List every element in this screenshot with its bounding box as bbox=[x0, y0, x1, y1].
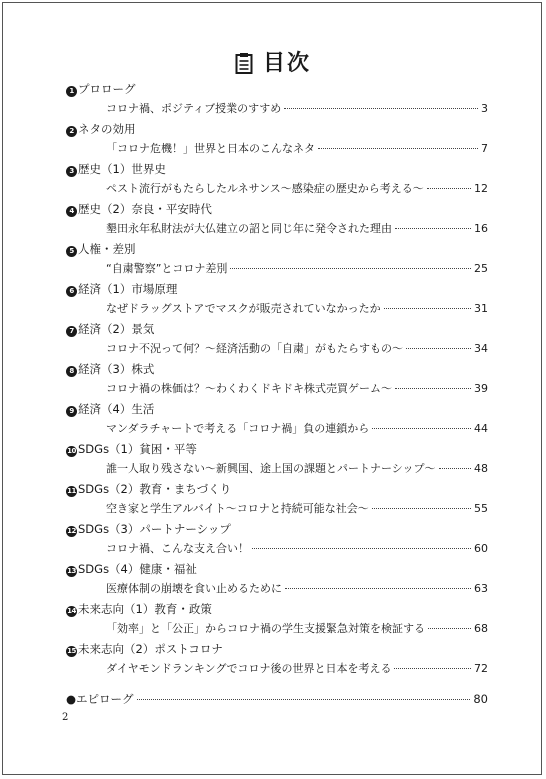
toc-chapter bbox=[66, 520, 488, 560]
chapter-heading bbox=[66, 120, 136, 138]
toc-chapter bbox=[66, 280, 488, 320]
chapter-number-badge: 3 bbox=[66, 166, 77, 177]
epilogue-label: エピローグ bbox=[76, 692, 134, 706]
entry-page: 31 bbox=[474, 302, 488, 315]
entry-title: “自粛警察”とコロナ差別 bbox=[106, 262, 228, 275]
chapter-number-badge: 14 bbox=[67, 607, 76, 615]
toc-chapter bbox=[66, 320, 488, 360]
epilogue-bullet: ● bbox=[66, 692, 77, 706]
entry-title: ダイヤモンドランキングでコロナ後の世界と日本を考える bbox=[106, 662, 392, 675]
chapter-title: 未来志向（1）教育・政策 bbox=[78, 602, 212, 616]
chapter-number-badge: 8 bbox=[66, 366, 77, 377]
chapter-heading bbox=[66, 560, 197, 578]
toc-entry[interactable] bbox=[106, 580, 488, 598]
table-of-contents bbox=[66, 80, 488, 706]
toc-entry[interactable] bbox=[106, 100, 488, 118]
title-text: 目次 bbox=[262, 51, 311, 76]
entry-page: 55 bbox=[474, 502, 488, 515]
chapter-number-badge: 1 bbox=[66, 86, 77, 97]
chapter-title: 人権・差別 bbox=[78, 242, 136, 256]
dot-leader bbox=[284, 108, 478, 109]
chapter-title: SDGs（3）パートナーシップ bbox=[78, 522, 231, 536]
toc-chapter bbox=[66, 600, 488, 640]
chapter-title: プロローグ bbox=[78, 82, 136, 96]
chapter-number-badge: 12 bbox=[67, 527, 76, 535]
chapter-number-badge: 10 bbox=[67, 447, 76, 455]
chapter-title: ネタの効用 bbox=[78, 122, 136, 136]
toc-chapter bbox=[66, 240, 488, 280]
chapter-number-badge: 13 bbox=[67, 567, 76, 575]
toc-entry[interactable] bbox=[106, 660, 488, 678]
chapter-heading bbox=[66, 480, 231, 498]
chapter-heading bbox=[66, 360, 154, 378]
dot-leader bbox=[439, 468, 471, 469]
chapter-title: 経済（4）生活 bbox=[78, 402, 155, 416]
toc-entry[interactable] bbox=[106, 340, 488, 358]
chapter-heading bbox=[66, 280, 177, 298]
entry-title: コロナ不況って何？～経済活動の「自粛」がもたらすもの～ bbox=[106, 342, 403, 355]
entry-title: 「コロナ危機！」世界と日本のこんなネタ bbox=[106, 142, 315, 155]
chapter-heading bbox=[66, 440, 197, 458]
chapter-heading bbox=[66, 520, 231, 538]
dot-leader bbox=[427, 188, 471, 189]
toc-entry[interactable] bbox=[106, 540, 488, 558]
entry-title: なぜドラッグストアでマスクが販売されていなかったか bbox=[106, 302, 381, 315]
page-number: 2 bbox=[62, 712, 69, 723]
clipboard-icon bbox=[235, 52, 253, 80]
entry-title: マンダラチャートで考える「コロナ禍」負の連鎖から bbox=[106, 422, 370, 435]
dot-leader bbox=[230, 268, 471, 269]
toc-title bbox=[0, 46, 546, 80]
dot-leader bbox=[395, 228, 471, 229]
entry-page: 16 bbox=[474, 222, 488, 235]
chapter-title: SDGs（4）健康・福祉 bbox=[78, 562, 197, 576]
toc-chapter bbox=[66, 160, 488, 200]
toc-chapter bbox=[66, 80, 488, 120]
chapter-heading bbox=[66, 160, 166, 178]
dot-leader bbox=[384, 308, 471, 309]
entry-page: 34 bbox=[474, 342, 488, 355]
toc-chapter bbox=[66, 440, 488, 480]
dot-leader bbox=[252, 548, 471, 549]
entry-title: コロナ禍の株価は？～わくわくドキドキ株式売買ゲーム～ bbox=[106, 382, 392, 395]
toc-entry[interactable] bbox=[106, 420, 488, 438]
chapter-heading bbox=[66, 400, 154, 418]
dot-leader bbox=[318, 148, 478, 149]
chapter-number-badge: 9 bbox=[66, 406, 77, 417]
chapter-title: 経済（1）市場原理 bbox=[78, 282, 178, 296]
chapter-number-badge: 11 bbox=[67, 487, 76, 495]
chapter-number-badge: 15 bbox=[67, 647, 76, 655]
entry-page: 60 bbox=[474, 542, 488, 555]
toc-entry[interactable] bbox=[106, 180, 488, 198]
dot-leader bbox=[428, 628, 471, 629]
chapter-title: 経済（2）景気 bbox=[78, 322, 155, 336]
toc-chapter bbox=[66, 120, 488, 160]
chapter-number-badge: 5 bbox=[66, 246, 77, 257]
entry-page: 44 bbox=[474, 422, 488, 435]
epilogue-entry[interactable] bbox=[66, 690, 488, 708]
entry-title: コロナ禍、ポジティブ授業のすすめ bbox=[106, 102, 282, 115]
entry-page: 39 bbox=[474, 382, 488, 395]
dot-leader bbox=[372, 508, 471, 509]
toc-entry[interactable] bbox=[106, 300, 488, 318]
entry-page: 7 bbox=[481, 142, 488, 155]
chapter-heading bbox=[66, 600, 212, 618]
toc-entry[interactable] bbox=[106, 460, 488, 478]
entry-title: 医療体制の崩壊を食い止めるために bbox=[106, 582, 282, 595]
chapter-title: 未来志向（2）ポストコロナ bbox=[78, 642, 223, 656]
chapter-title: 歴史（1）世界史 bbox=[78, 162, 166, 176]
toc-entry[interactable] bbox=[106, 500, 488, 518]
chapter-heading bbox=[66, 240, 136, 258]
chapter-heading bbox=[66, 80, 136, 98]
chapter-heading bbox=[66, 320, 154, 338]
toc-chapter bbox=[66, 200, 488, 240]
entry-page: 25 bbox=[474, 262, 488, 275]
chapter-number-badge: 4 bbox=[66, 206, 77, 217]
entry-title: 空き家と学生アルバイト～コロナと持続可能な社会～ bbox=[106, 502, 369, 515]
chapter-title: SDGs（1）貧困・平等 bbox=[78, 442, 197, 456]
toc-chapter bbox=[66, 640, 488, 680]
toc-entry[interactable] bbox=[106, 220, 488, 238]
dot-leader bbox=[394, 668, 471, 669]
entry-page: 3 bbox=[481, 102, 488, 115]
chapter-title: SDGs（2）教育・まちづくり bbox=[78, 482, 232, 496]
toc-entry[interactable] bbox=[106, 140, 488, 158]
toc-chapter bbox=[66, 560, 488, 600]
chapter-title: 歴史（2）奈良・平安時代 bbox=[78, 202, 212, 216]
toc-entry[interactable] bbox=[106, 620, 488, 638]
dot-leader bbox=[285, 588, 471, 589]
toc-entry[interactable] bbox=[106, 380, 488, 398]
toc-chapter bbox=[66, 480, 488, 520]
chapter-number-badge: 2 bbox=[66, 126, 77, 137]
entry-page: 68 bbox=[474, 622, 488, 635]
entry-title: 誰一人取り残さない～新興国、途上国の課題とパートナーシップ～ bbox=[106, 462, 436, 475]
entry-title: ペスト流行がもたらしたルネサンス～感染症の歴史から考える～ bbox=[106, 182, 424, 195]
entry-page: 72 bbox=[474, 662, 488, 675]
toc-chapter bbox=[66, 360, 488, 400]
dot-leader bbox=[406, 348, 471, 349]
entry-title: コロナ禍、こんな支え合い！ bbox=[106, 542, 249, 555]
entry-title: 墾田永年私財法が大仏建立の詔と同じ年に発令された理由 bbox=[106, 222, 392, 235]
chapter-number-badge: 7 bbox=[66, 326, 77, 337]
entry-page: 63 bbox=[474, 582, 488, 595]
chapter-heading bbox=[66, 640, 223, 658]
entry-page: 48 bbox=[474, 462, 488, 475]
dot-leader bbox=[372, 428, 471, 429]
epilogue-page: 80 bbox=[473, 692, 488, 706]
dot-leader bbox=[395, 388, 471, 389]
entry-page: 12 bbox=[474, 182, 488, 195]
dot-leader bbox=[137, 699, 471, 700]
chapter-title: 経済（3）株式 bbox=[78, 362, 155, 376]
toc-entry[interactable] bbox=[106, 260, 488, 278]
chapter-number-badge: 6 bbox=[66, 286, 77, 297]
toc-chapter bbox=[66, 400, 488, 440]
entry-title: 「効率」と「公正」からコロナ禍の学生支援緊急対策を検証する bbox=[106, 622, 425, 635]
chapter-heading bbox=[66, 200, 212, 218]
